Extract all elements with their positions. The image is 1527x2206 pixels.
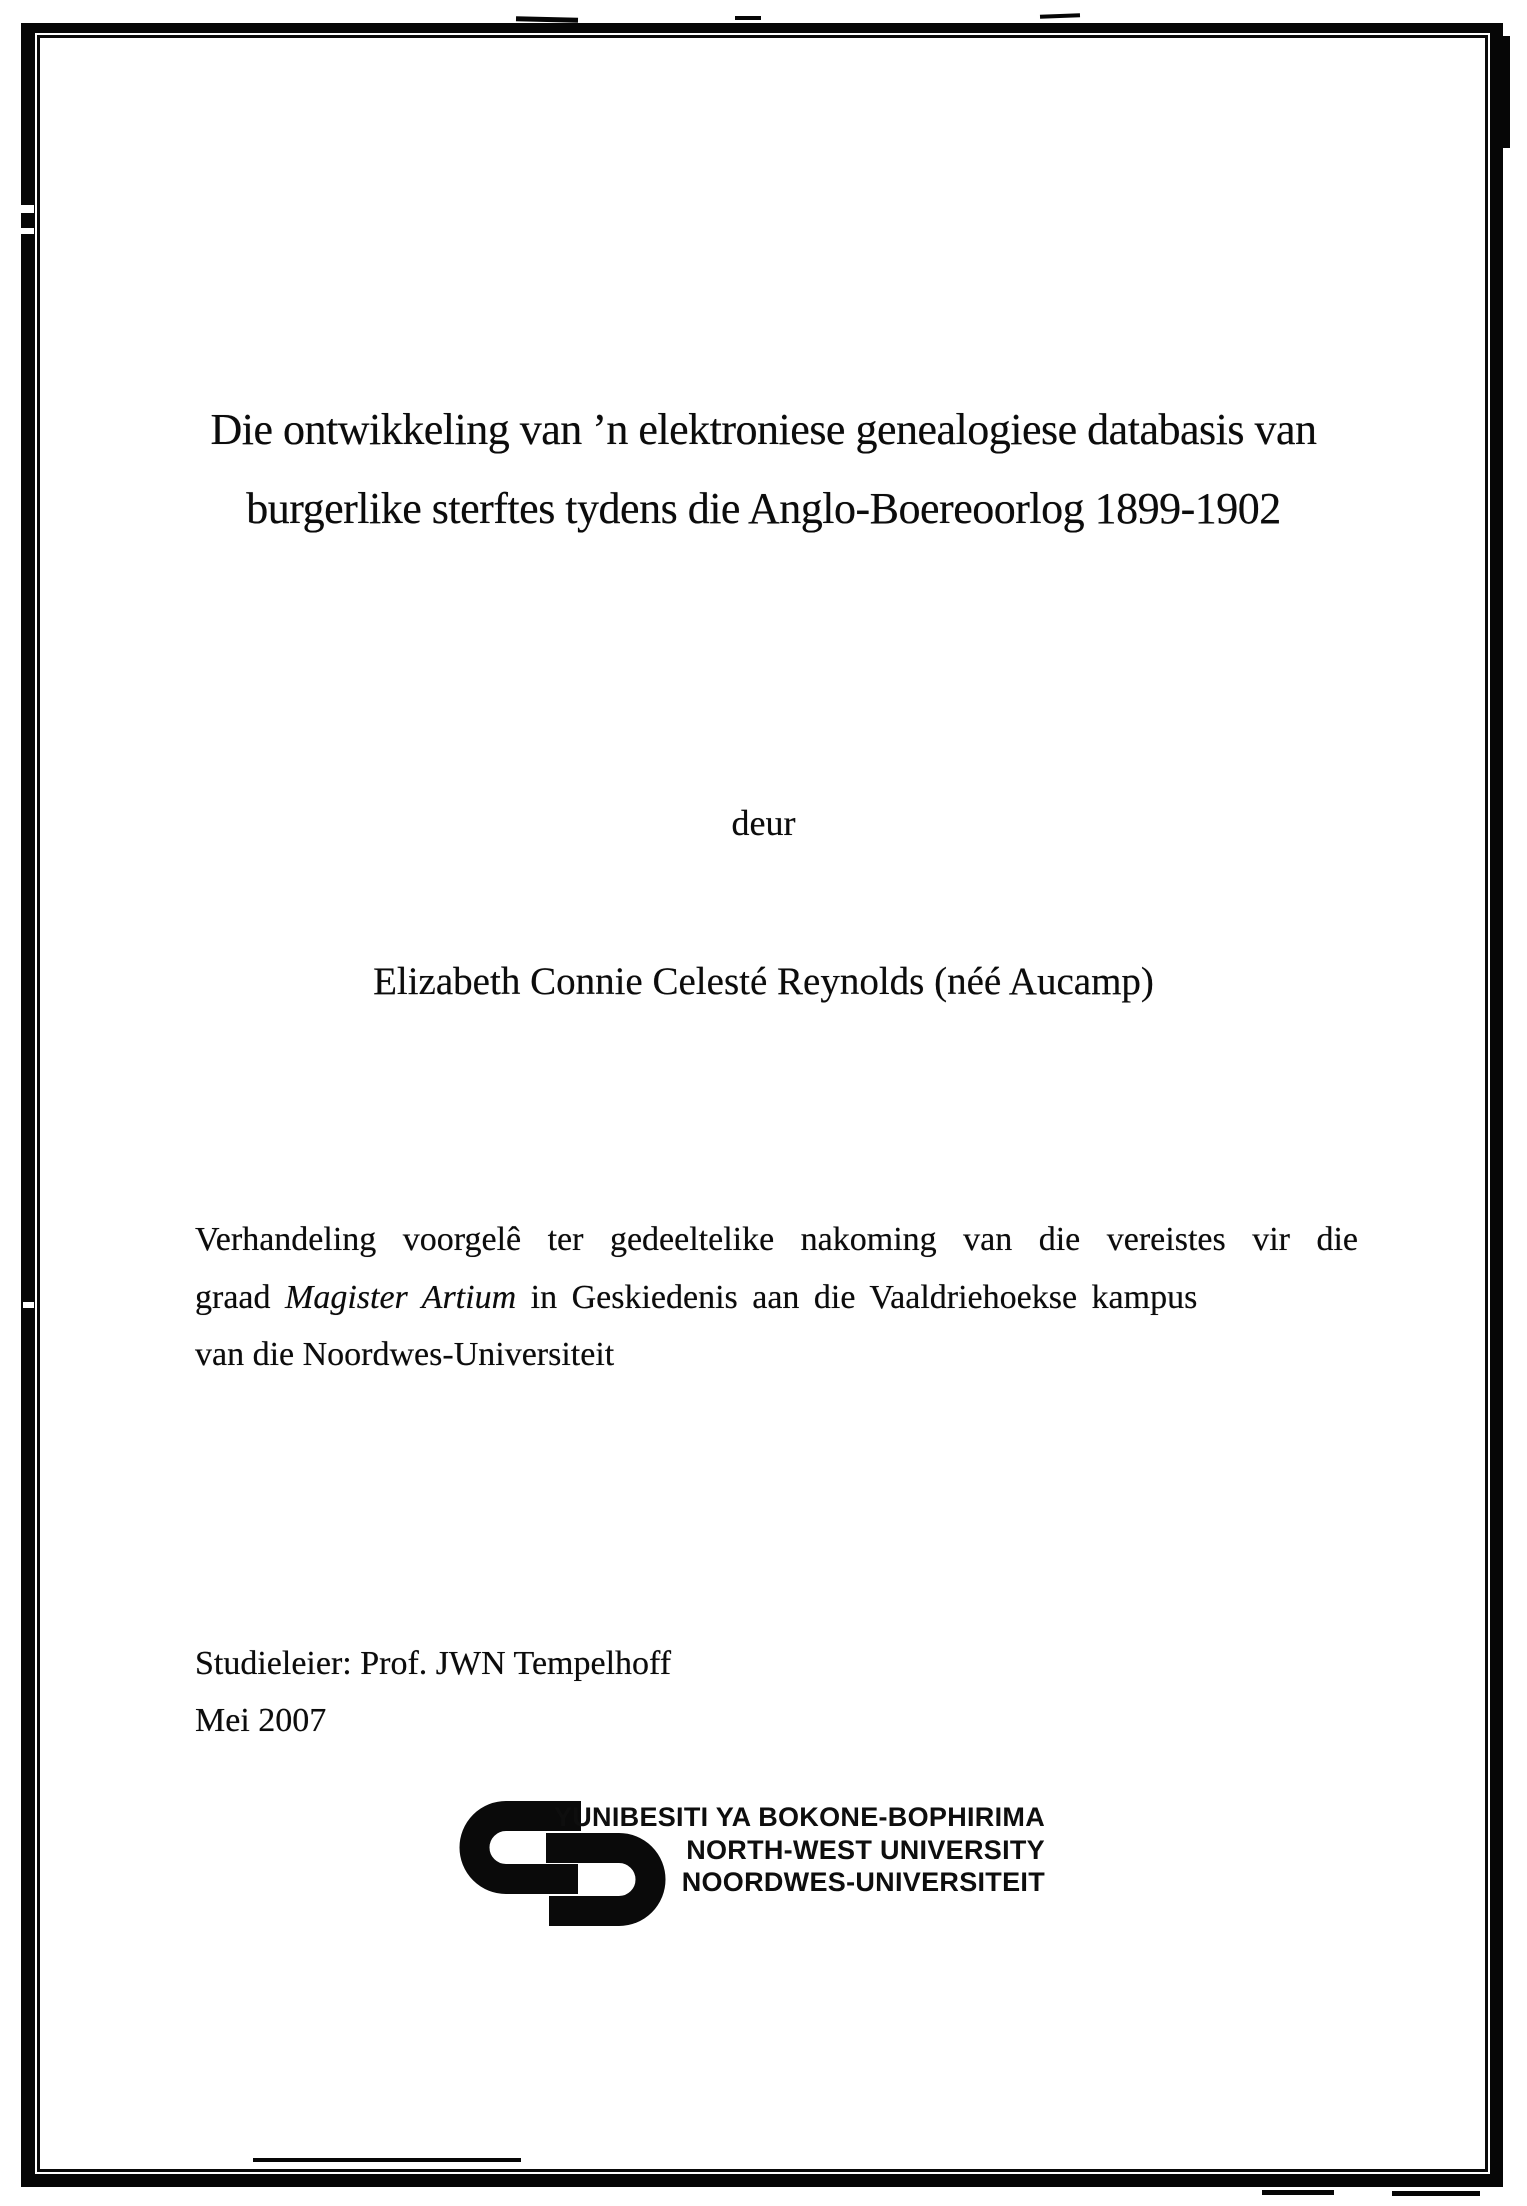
title-line-2: burgerlike sterftes tydens die Anglo-Boereoorlog 1899-1902 (246, 484, 1281, 533)
scan-artifact (1392, 2191, 1480, 2196)
statement-line-1: Verhandeling voorgelê ter gedeeltelike nakoming van die vereistes vir die (195, 1221, 1358, 1258)
title-line-1: Die ontwikkeling van ’n elektroniese genealogiese databasis van (210, 405, 1317, 454)
logo-wordmark (540, 1801, 1045, 1899)
logo-line-afrikaans: NOORDWES-UNIVERSITEIT (681, 1867, 1045, 1897)
logo-line-english: NORTH-WEST UNIVERSITY (686, 1834, 1045, 1865)
statement-line-2-suffix: in Geskiedenis aan die Vaaldriehoekse kampus (516, 1278, 1198, 1316)
scan-artifact (253, 2158, 521, 2162)
scan-artifact (1040, 13, 1080, 18)
thesis-title (182, 390, 1345, 548)
byline: deur (731, 803, 796, 843)
statement-line-3: van die Noordwes-Universiteit (195, 1336, 615, 1373)
scan-artifact (1502, 36, 1510, 148)
author-name: Elizabeth Connie Celesté Reynolds (néé Aucamp) (373, 960, 1154, 1003)
scan-artifact (23, 1302, 34, 1308)
date-line: Mei 2007 (195, 1702, 327, 1739)
scan-artifact (1262, 2190, 1334, 2195)
statement-line-2 (195, 1269, 1358, 1327)
degree-name: Magister Artium (285, 1278, 517, 1316)
supervisor-line: Studieleier: Prof. JWN Tempelhoff (195, 1645, 672, 1682)
scan-artifact (735, 16, 761, 20)
scan-artifact (516, 16, 578, 23)
supervisor-block (195, 1635, 1095, 1749)
logo-line-setswana: YUNIBESITI YA BOKONE-BOPHIRIMA (553, 1802, 1045, 1832)
thesis-statement (195, 1211, 1358, 1384)
scan-artifact (21, 205, 34, 213)
statement-line-2-prefix: graad (195, 1278, 286, 1316)
scan-artifact (21, 228, 34, 234)
